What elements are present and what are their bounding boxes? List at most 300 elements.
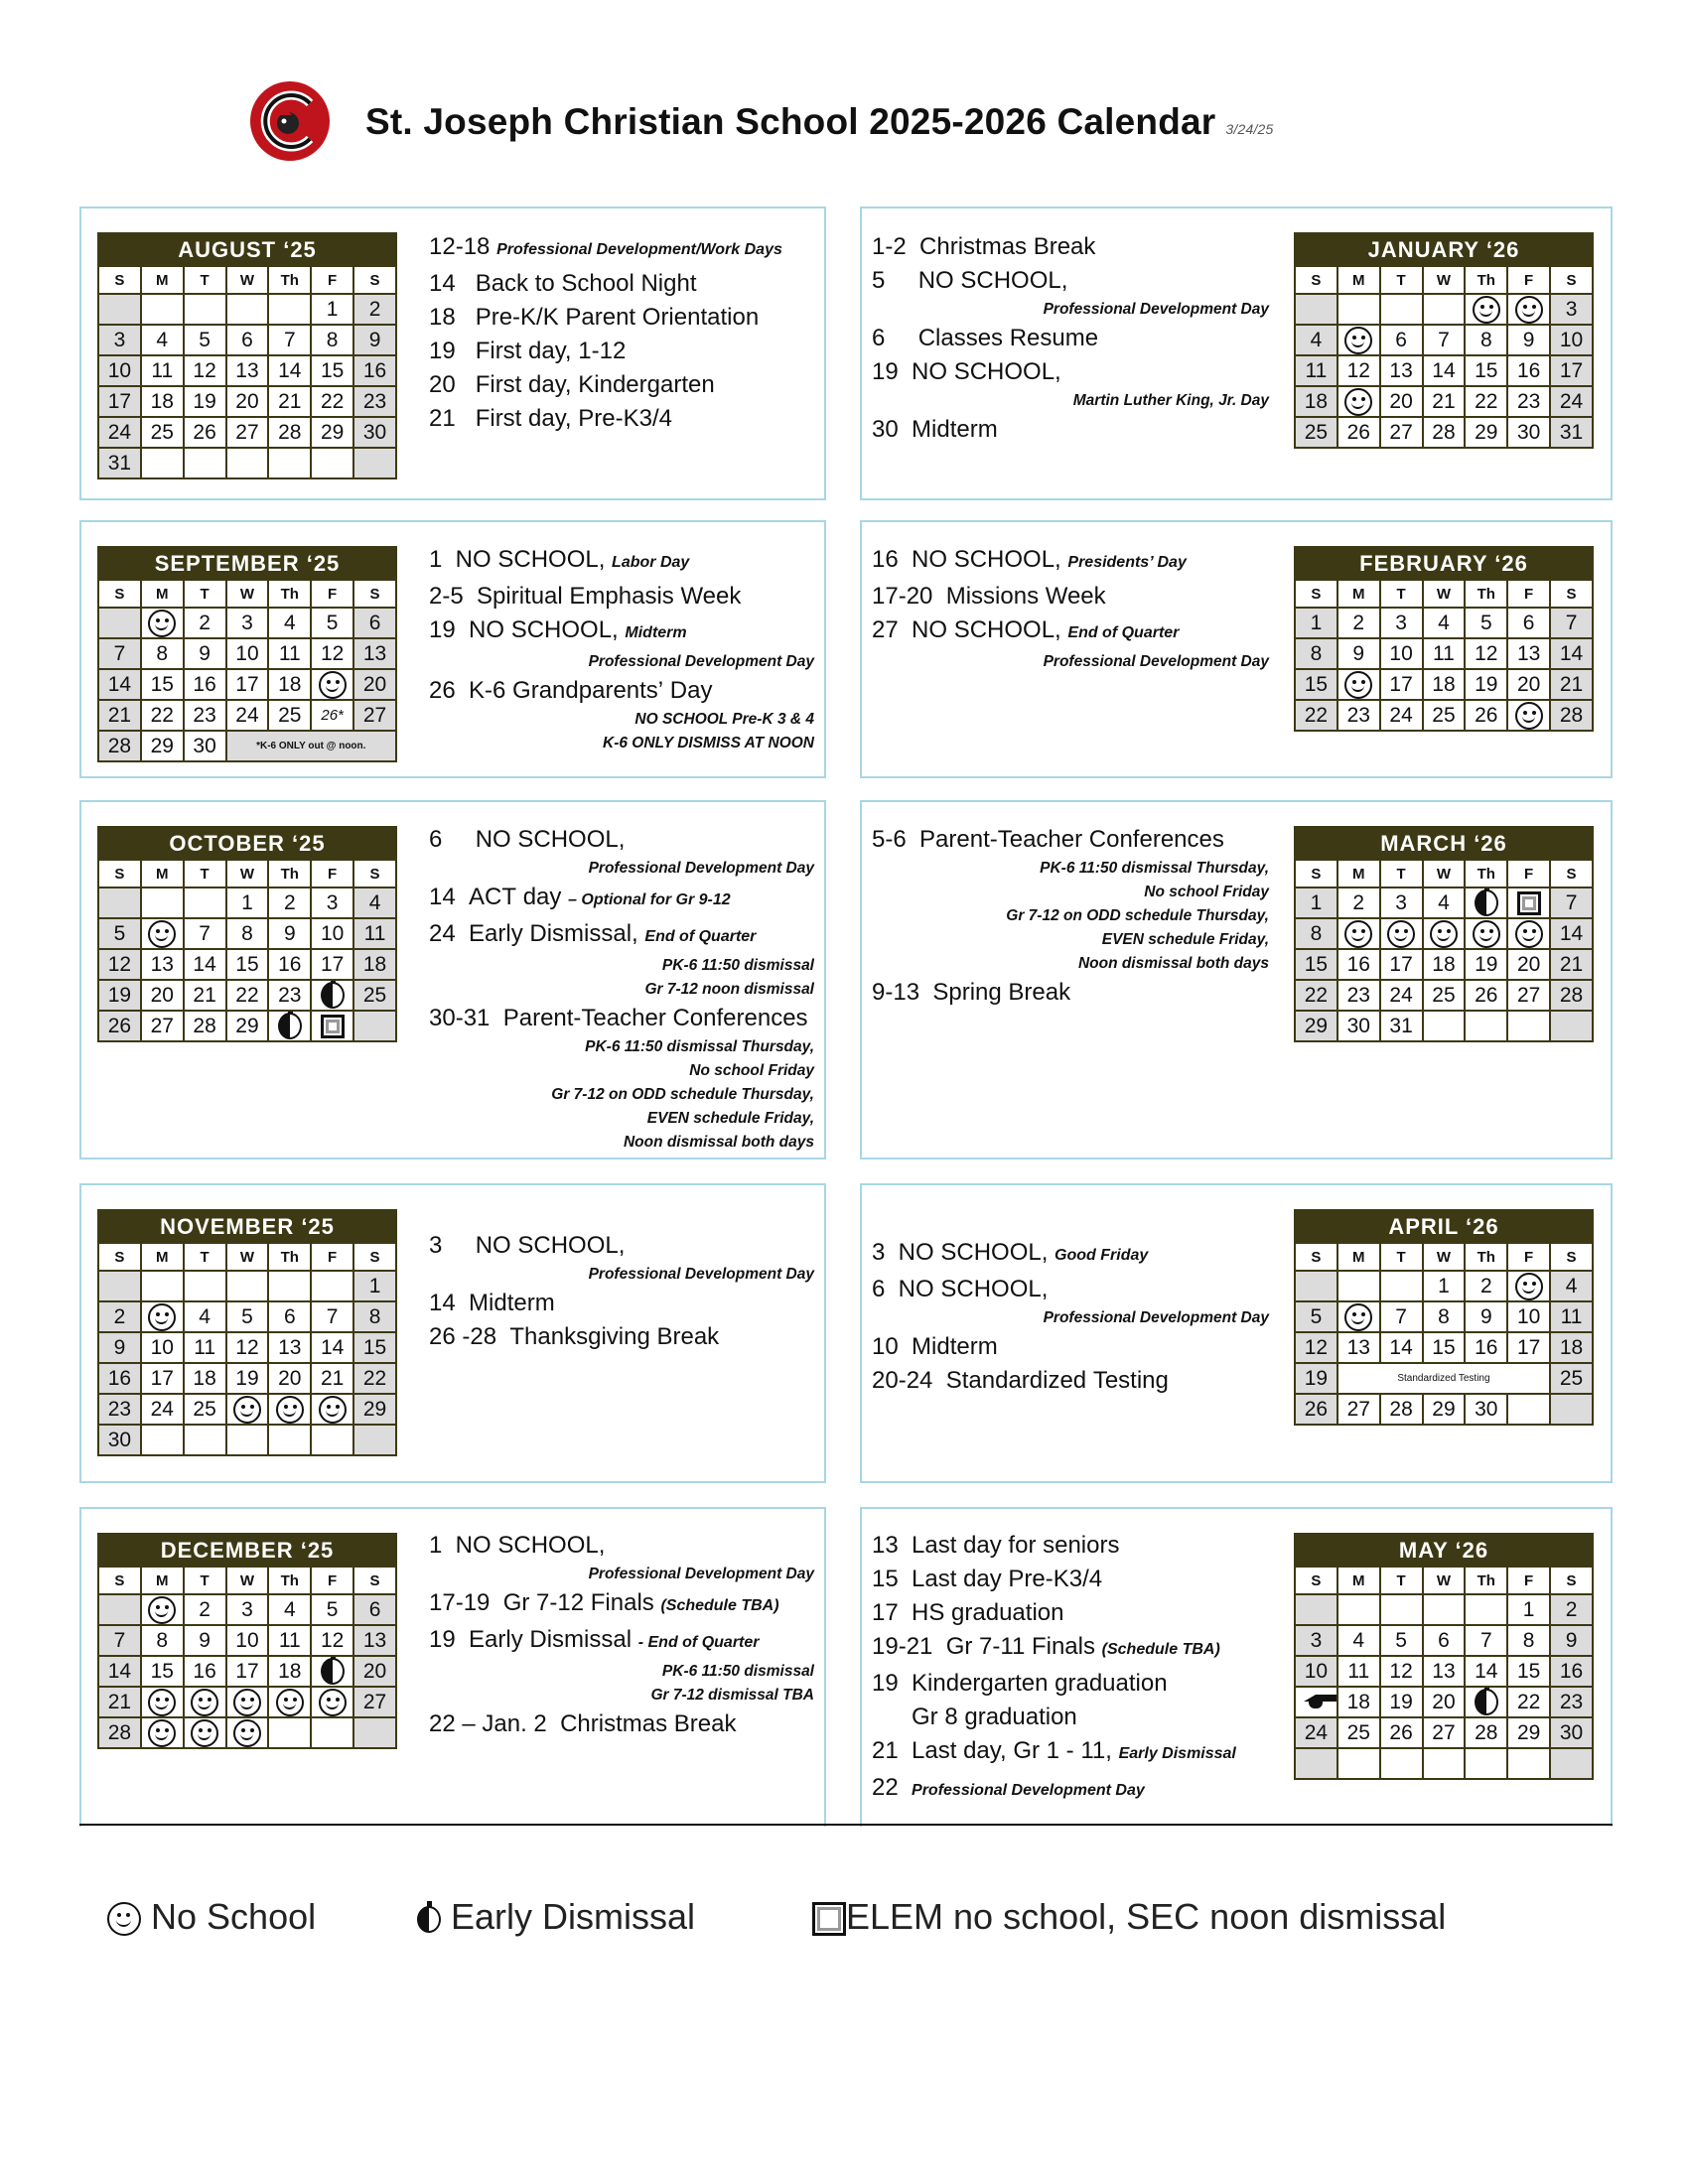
day-cell: 27 [1507,980,1550,1011]
events-august [429,230,782,436]
day-cell: 9 [1507,325,1550,355]
smiley-icon [1515,1273,1543,1300]
page-header [248,79,1440,169]
day-cell: 10 [1550,325,1593,355]
day-cell: 20 [1507,669,1550,700]
event-note: PK-6 11:50 dismissal Thursday, [585,1038,814,1055]
calendar-april [1294,1209,1594,1426]
day-cell: 25 [1550,1363,1593,1394]
day-cell [1380,294,1423,325]
day-cell: 28 [1465,1717,1507,1748]
day-cell: 5 [184,325,226,355]
event-item: 19 First day, 1-12 [429,338,627,364]
week-row [1295,608,1593,638]
day-cell: 20 [268,1363,311,1394]
day-cell: 14 [1423,355,1466,386]
legend-elem-no-school: ELEM no school, SEC noon dismissal [812,1896,1446,1938]
day-header: F [311,860,353,887]
day-cell: 2 [184,608,226,638]
day-header: S [1550,580,1593,608]
day-cell: 3 [1380,887,1423,918]
day-cell: 7 [1380,1301,1423,1332]
month-name: APRIL ‘26 [1295,1210,1593,1243]
day-cell: 5 [311,1594,353,1625]
day-cell: 26 [1380,1717,1423,1748]
day-cell: 11 [141,355,184,386]
event-item: 26 -28 Thanksgiving Break [429,1323,720,1350]
week-row [98,638,396,669]
calendar-september [97,546,397,762]
day-cell: 18 [1295,386,1337,417]
event-item: 14 Back to School Night [429,270,697,297]
week-row [98,1332,396,1363]
day-cell [311,1687,353,1717]
day-cell: 15 [141,669,184,700]
day-cell: 25 [1423,700,1466,731]
day-header: F [311,1243,353,1271]
bottom-rule [79,1824,1613,1826]
day-header: T [184,860,226,887]
day-cell [1465,1687,1507,1717]
day-cell [184,1271,226,1301]
smiley-icon [191,1689,218,1716]
day-cell: 8 [1507,1625,1550,1656]
event-item: 6 Classes Resume [872,325,1099,351]
day-cell [311,669,353,700]
day-cell: 19 [1380,1687,1423,1717]
day-cell: 22 [353,1363,396,1394]
day-cell [1423,918,1466,949]
day-cell: *K-6 ONLY out @ noon. [226,731,396,761]
smiley-icon [148,920,176,948]
week-row [98,980,396,1011]
day-cell: 12 [1380,1656,1423,1687]
week-row [1295,417,1593,448]
smiley-icon [1473,920,1500,948]
day-cell [184,887,226,918]
month-name: SEPTEMBER ‘25 [98,547,396,580]
smiley-icon [276,1396,304,1424]
day-cell: 17 [1507,1332,1550,1363]
day-cell: 24 [1550,386,1593,417]
day-cell: 13 [268,1332,311,1363]
day-cell [1295,1748,1337,1779]
day-cell: 29 [353,1394,396,1425]
week-row [98,1011,396,1041]
day-cell: 8 [1465,325,1507,355]
day-cell: 30 [1337,1011,1380,1041]
day-cell [98,608,141,638]
week-row [1295,1594,1593,1625]
day-header: S [98,860,141,887]
event-item: 17 HS graduation [872,1599,1064,1626]
event-item: 15 Last day Pre-K3/4 [872,1566,1103,1592]
day-cell: 14 [98,1656,141,1687]
event-item: 21 Last day, Gr 1 - 11, Early Dismissal [872,1737,1236,1764]
day-cell: 13 [1507,638,1550,669]
day-cell: 19 [226,1363,269,1394]
day-header: M [141,1567,184,1594]
day-cell: 23 [1337,980,1380,1011]
day-cell: 16 [1507,355,1550,386]
day-cell [268,1687,311,1717]
day-cell [141,294,184,325]
week-row [98,325,396,355]
day-cell: 29 [1423,1394,1466,1425]
week-row [1295,700,1593,731]
school-logo-icon [248,79,332,163]
day-cell [1380,918,1423,949]
smiley-icon [319,671,347,699]
day-header: M [141,580,184,608]
calendar-may [1294,1533,1594,1780]
event-item: 9-13 Spring Break [872,979,1071,1006]
calendar-november [97,1209,397,1456]
day-cell: 5 [226,1301,269,1332]
day-cell: 15 [141,1656,184,1687]
day-cell: 11 [1337,1656,1380,1687]
day-cell: 23 [1550,1687,1593,1717]
day-cell: 18 [1337,1687,1380,1717]
day-cell [1507,1394,1550,1425]
day-cell [184,1425,226,1455]
day-cell: 6 [353,608,396,638]
day-cell: 13 [1380,355,1423,386]
day-cell: 15 [1465,355,1507,386]
event-note: Professional Development Day [1043,653,1269,670]
event-item: 30 Midterm [872,416,998,443]
day-cell: 21 [184,980,226,1011]
day-cell [141,1717,184,1748]
day-cell: 4 [1550,1271,1593,1301]
day-cell: 22 [1507,1687,1550,1717]
day-cell: 16 [268,949,311,980]
event-item: 3 NO SCHOOL, Good Friday [872,1239,1149,1266]
day-header: S [1295,860,1337,887]
week-row [98,731,396,761]
day-cell [141,448,184,478]
day-cell: 25 [1295,417,1337,448]
day-cell [311,1394,353,1425]
day-cell [268,1717,311,1748]
smiley-icon [1515,296,1543,324]
day-cell: 21 [98,700,141,731]
early-dismissal-icon [278,1013,302,1039]
day-cell: 22 [311,386,353,417]
day-cell [141,918,184,949]
week-row [98,1363,396,1394]
day-cell: 2 [1550,1594,1593,1625]
day-cell: 11 [1550,1301,1593,1332]
day-cell: 3 [311,887,353,918]
day-cell [1423,1011,1466,1041]
day-header: S [1550,1243,1593,1271]
day-cell: 21 [1550,949,1593,980]
day-cell [1380,1594,1423,1625]
day-cell: 21 [1423,386,1466,417]
smiley-icon [319,1689,347,1716]
week-row [1295,294,1593,325]
day-header: S [1295,1567,1337,1594]
day-cell [141,1301,184,1332]
day-cell: 26 [1295,1394,1337,1425]
day-cell: 11 [1423,638,1466,669]
day-cell [1507,294,1550,325]
day-cell [311,1656,353,1687]
day-cell: 15 [1423,1332,1466,1363]
event-note: PK-6 11:50 dismissal Thursday, [1040,860,1269,877]
event-item: 14 ACT day – Optional for Gr 9-12 [429,884,731,910]
day-cell: 9 [1465,1301,1507,1332]
event-item: 14 Midterm [429,1290,555,1316]
day-cell [1507,1748,1550,1779]
event-item: 6 NO SCHOOL, [872,1276,1049,1302]
day-cell [311,1271,353,1301]
day-cell: Standardized Testing [1337,1363,1550,1394]
day-cell: 13 [353,638,396,669]
legend-early-dismissal: Early Dismissal [417,1896,695,1938]
day-cell: 23 [98,1394,141,1425]
day-header: S [1295,266,1337,294]
day-cell: 17 [226,669,269,700]
day-cell [1507,887,1550,918]
day-header: S [98,266,141,294]
day-cell: 8 [353,1301,396,1332]
events-march [872,823,1269,1010]
day-header: W [1423,1567,1466,1594]
day-cell: 24 [98,417,141,448]
event-item: 22 – Jan. 2 Christmas Break [429,1710,737,1737]
week-row [98,294,396,325]
day-cell: 19 [184,386,226,417]
event-item: 3 NO SCHOOL, [429,1232,626,1259]
smiley-icon [233,1396,261,1424]
day-cell: 1 [1423,1271,1466,1301]
day-header: W [1423,266,1466,294]
day-cell: 11 [268,1625,311,1656]
smiley-icon [191,1719,218,1747]
day-cell: 2 [98,1301,141,1332]
events-december [429,1529,814,1741]
day-cell: 5 [1380,1625,1423,1656]
calendar-march [1294,826,1594,1042]
day-cell: 3 [98,325,141,355]
event-note: EVEN schedule Friday, [646,1110,814,1127]
day-cell: 30 [184,731,226,761]
day-cell: 23 [353,386,396,417]
week-row [1295,1717,1593,1748]
day-cell: 17 [1550,355,1593,386]
week-row [98,1687,396,1717]
day-cell: 26 [184,417,226,448]
day-cell: 16 [1337,949,1380,980]
day-cell [311,1425,353,1455]
day-cell: 13 [1423,1656,1466,1687]
event-item: 5 NO SCHOOL, [872,267,1068,294]
day-cell [1423,294,1466,325]
day-cell: 8 [141,1625,184,1656]
day-header: S [1550,860,1593,887]
day-cell [353,448,396,478]
day-header: M [1337,1243,1380,1271]
day-cell [1465,887,1507,918]
day-cell: 31 [1380,1011,1423,1041]
day-header: S [353,1243,396,1271]
legend-no-school: No School [107,1896,316,1938]
day-cell: 10 [1507,1301,1550,1332]
day-cell: 19 [1295,1363,1337,1394]
day-cell: 6 [268,1301,311,1332]
event-note: PK-6 11:50 dismissal [661,1663,814,1680]
day-cell: 10 [141,1332,184,1363]
day-cell: 20 [353,1656,396,1687]
calendar-february [1294,546,1594,732]
day-cell: 12 [311,638,353,669]
week-row [98,887,396,918]
day-header: F [1507,1243,1550,1271]
day-cell: 8 [1295,918,1337,949]
day-header: W [1423,580,1466,608]
week-row [1295,669,1593,700]
day-cell: 30 [1550,1717,1593,1748]
day-cell [184,1717,226,1748]
day-cell: 22 [141,700,184,731]
day-cell [1295,1271,1337,1301]
day-cell: 4 [1423,608,1466,638]
day-cell: 18 [1550,1332,1593,1363]
day-cell [141,608,184,638]
week-row [98,949,396,980]
day-cell: 10 [226,1625,269,1656]
day-header: M [1337,1567,1380,1594]
day-cell: 21 [98,1687,141,1717]
day-cell: 6 [1507,608,1550,638]
day-cell [98,1594,141,1625]
day-cell: 20 [353,669,396,700]
event-item: 20 First day, Kindergarten [429,371,715,398]
day-header: Th [268,1243,311,1271]
day-cell: 14 [1465,1656,1507,1687]
day-cell: 30 [98,1425,141,1455]
day-cell: 15 [1295,669,1337,700]
event-note: PK-6 11:50 dismissal [661,957,814,974]
day-header: Th [1465,266,1507,294]
day-header: T [1380,580,1423,608]
day-cell: 31 [1550,417,1593,448]
day-cell: 1 [226,887,269,918]
day-cell: 11 [184,1332,226,1363]
week-row [1295,355,1593,386]
week-row [1295,980,1593,1011]
day-cell: 12 [226,1332,269,1363]
event-item: 19 NO SCHOOL, Midterm [429,616,687,643]
smiley-icon [233,1719,261,1747]
day-cell [141,1425,184,1455]
day-cell: 25 [353,980,396,1011]
event-note: Professional Development Day [588,1266,814,1283]
day-cell: 27 [1380,417,1423,448]
event-note: K-6 ONLY DISMISS AT NOON [603,735,814,751]
smiley-icon [148,610,176,637]
month-name: MAY ‘26 [1295,1534,1593,1567]
day-cell: 3 [226,1594,269,1625]
day-cell: 4 [268,1594,311,1625]
day-cell: 20 [1423,1687,1466,1717]
day-header: Th [1465,1243,1507,1271]
day-header: W [226,860,269,887]
day-cell: 7 [98,1625,141,1656]
day-cell: 27 [1423,1717,1466,1748]
day-cell [268,1011,311,1041]
day-cell: 7 [1550,887,1593,918]
day-cell: 7 [268,325,311,355]
week-row [1295,1271,1593,1301]
day-cell: 14 [1550,638,1593,669]
day-cell [98,294,141,325]
day-cell: 20 [1380,386,1423,417]
smiley-icon [148,1303,176,1331]
day-header: W [226,1567,269,1594]
day-cell [226,1687,269,1717]
day-header: T [1380,860,1423,887]
day-header: T [1380,1243,1423,1271]
day-cell: 15 [353,1332,396,1363]
week-row [98,417,396,448]
day-cell: 26 [1337,417,1380,448]
day-header: W [226,580,269,608]
events-september [429,543,814,755]
day-header: Th [268,1567,311,1594]
day-cell [268,1425,311,1455]
day-cell: 25 [184,1394,226,1425]
day-cell: 4 [268,608,311,638]
day-cell: 4 [1295,325,1337,355]
smiley-icon [148,1719,176,1747]
event-item: 13 Last day for seniors [872,1532,1120,1559]
day-cell: 31 [98,448,141,478]
week-row [1295,1332,1593,1363]
day-cell: 9 [353,325,396,355]
day-cell: 30 [1465,1394,1507,1425]
day-cell: 25 [268,700,311,731]
day-cell: 24 [1380,700,1423,731]
day-cell [353,1011,396,1041]
events-may [872,1529,1289,1808]
smiley-icon [1344,388,1372,416]
event-note: Professional Development Day [588,1566,814,1582]
day-cell [1337,669,1380,700]
day-cell: 20 [1507,949,1550,980]
week-row [98,355,396,386]
day-cell: 16 [353,355,396,386]
day-cell: 2 [353,294,396,325]
week-row [1295,1363,1593,1394]
day-cell: 20 [226,386,269,417]
day-cell [226,1394,269,1425]
day-cell: 17 [98,386,141,417]
day-header: S [1295,1243,1337,1271]
day-cell: 27 [353,700,396,731]
day-cell [141,1271,184,1301]
event-note: Gr 7-12 dismissal TBA [650,1687,814,1704]
day-header: S [1295,580,1337,608]
event-item: 12-18 Professional Development/Work Days [429,233,782,260]
day-cell: 28 [1550,700,1593,731]
event-note: Professional Development Day [1043,1309,1269,1326]
early-dismissal-icon [321,982,345,1009]
day-cell [1337,294,1380,325]
day-cell [1507,918,1550,949]
